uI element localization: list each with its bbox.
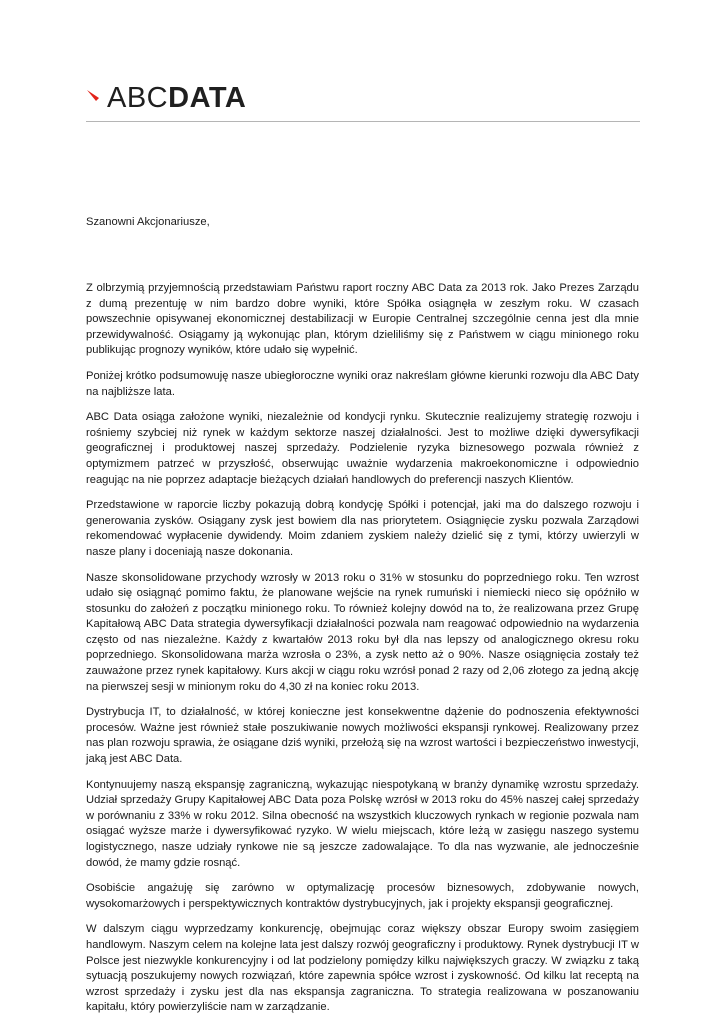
letter-paragraph: Przedstawione w raporcie liczby pokazują dobrą kondycję Spółki i potencjał, jaki ma do dalszego rozwoju i generowania zysków. Osiągany zysk jest bowiem dla nas priorytetem. Osiągnięcie zysku pozwala Zarządowi rekomendować wypłacenie dywidendy. Moim zdaniem zyskiem należy dzielić się z tymi, którzy uwierzyli w nasze plany i doceniają nasze dokonania. <box>86 499 639 558</box>
letter-paragraph: ABC Data osiąga założone wyniki, niezależnie od kondycji rynku. Skutecznie realizujemy strategię rozwoju i rośniemy szybciej niż rynek w każdym sektorze naszej działalności. Jest to możliwe dzięki dywersyfikacji geograficznej i produktowej naszej sprzedaży. Podzielenie ryzyka biznesowego pozwala również z optymizmem patrzeć w przyszłość, obserwując uważnie wydarzenia makroekonomiczne i odpowiednio reagując na nie poprzez adaptacje bieżących działań handlowych do preferencji naszych Klientów. <box>86 411 639 486</box>
header-divider <box>86 121 640 122</box>
letter-body <box>86 281 639 1026</box>
logo-wordmark-data: DATA <box>168 82 247 114</box>
logo-wordmark-abc: ABC <box>107 82 169 114</box>
logo-wordmark <box>107 84 246 112</box>
letter-greeting: Szanowni Akcjonariusze, <box>86 216 210 228</box>
letter-paragraph: Poniżej krótko podsumowuję nasze ubiegłoroczne wyniki oraz nakreślam główne kierunki rozwoju dla ABC Daty na najbliższe lata. <box>86 369 639 398</box>
letter-paragraph: Osobiście angażuję się zarówno w optymalizację procesów biznesowych, zdobywanie nowych, wysokomarżowych i perspektywicznych kontraktów dystrybucyjnych, jak i projekty ekspansji geograficznej. <box>86 882 639 910</box>
letter-paragraph: Nasze skonsolidowane przychody wzrosły w 2013 roku o 31% w stosunku do poprzedniego roku. Ten wzrost udało się osiągnąć pomimo faktu, że planowane wejście na rynek rumuński i niemiecki nieco się opóźniło w stosunku do założeń z początku minionego roku. To również kolejny dowód na to, że realizowana przez Grupę Kapitałową ABC Data strategia dywersyfikacji działalności pozwala nam reagować odpowiednio na wydarzenia często od nas niezależne. Każdy z kwartałów 2013 roku był dla nas lepszy od analogicznego okresu roku poprzedniego. Skonsolidowana marża wzrosła o 23%, a zysk netto aż o 90%. Nasze osiągnięcia zostały też zauważone przez rynek kapitałowy. Kurs akcji w ciągu roku wzrósł ponad 2 razy od 2,06 złotego za jedną akcję na pierwszej sesji w minionym roku do 4,30 zł na koniec roku 2013. <box>86 571 639 693</box>
letter-paragraph: W dalszym ciągu wyprzedzamy konkurencję, obejmując coraz większy obszar Europy swoim zasięgiem handlowym. Naszym celem na kolejne lata jest dalszy rozwój geograficzny i produktowy. Rynek dystrybucji IT w Polsce jest niezwykle konkurencyjny i od lat podzielony pomiędzy kilku największych graczy. W związku z taką sytuacją poszukujemy nowych rozwiązań, które zapewnia spółce wzrost i zyskowność. Od kilku lat receptą na wzrost sprzedaży i zysku jest dla nas ekspansja zagraniczna. To strategia realizowana w poszanowaniu kapitału, który powierzyliście nam w zarządzanie. <box>86 923 639 1014</box>
letter-paragraph: Dystrybucja IT, to działalność, w której konieczne jest konsekwentne dążenie do podnoszenia efektywności procesów. Ważne jest również stałe poszukiwanie nowych możliwości ekspansji rynkowej. Realizowany przez nas plan rozwoju sprawia, że osiągane dziś wyniki, przełożą się na wzrost wartości i bezpieczeństwo inwestycji, jaką jest ABC Data. <box>86 706 639 766</box>
letter-paragraph: Z olbrzymią przyjemnością przedstawiam Państwu raport roczny ABC Data za 2013 rok. Jako Prezes Zarządu z dumą prezentuję w nim bardzo dobre wyniki, które Spółka osiągnęła w zeszłym roku. W czasach powszechnie opisywanej ekonomicznej destabilizacji w Europie Centralnej szczególnie cenna jest dla mnie przewidywalność. Osiągamy ją wykonując plan, którym dzieliliśmy się z Państwem w ciągu minionego roku publikując prognozy wyników, które udało się wypełnić. <box>86 282 639 357</box>
company-logo <box>86 84 246 112</box>
logo-swoosh-icon <box>86 85 106 111</box>
letter-paragraph: Kontynuujemy naszą ekspansję zagraniczną, wykazując niespotykaną w branży dynamikę wzrostu sprzedaży. Udział sprzedaży Grupy Kapitałowej ABC Data poza Polskę wzrósł w 2013 roku do 45% naszej całej sprzedaży w porównaniu z 33% w roku 2012. Silna obecność na wszystkich kluczowych rynkach w regionie pozwala nam osiągać wyższe marże i dywersyfikować ryzyko. W wielu miejscach, które leżą w zasięgu naszego systemu logistycznego, nasze udziały rynkowe nie są jeszcze zadowalające. To dla nas wyzwanie, ale jednocześnie dowód, że mamy gdzie rosnąć. <box>86 778 639 869</box>
